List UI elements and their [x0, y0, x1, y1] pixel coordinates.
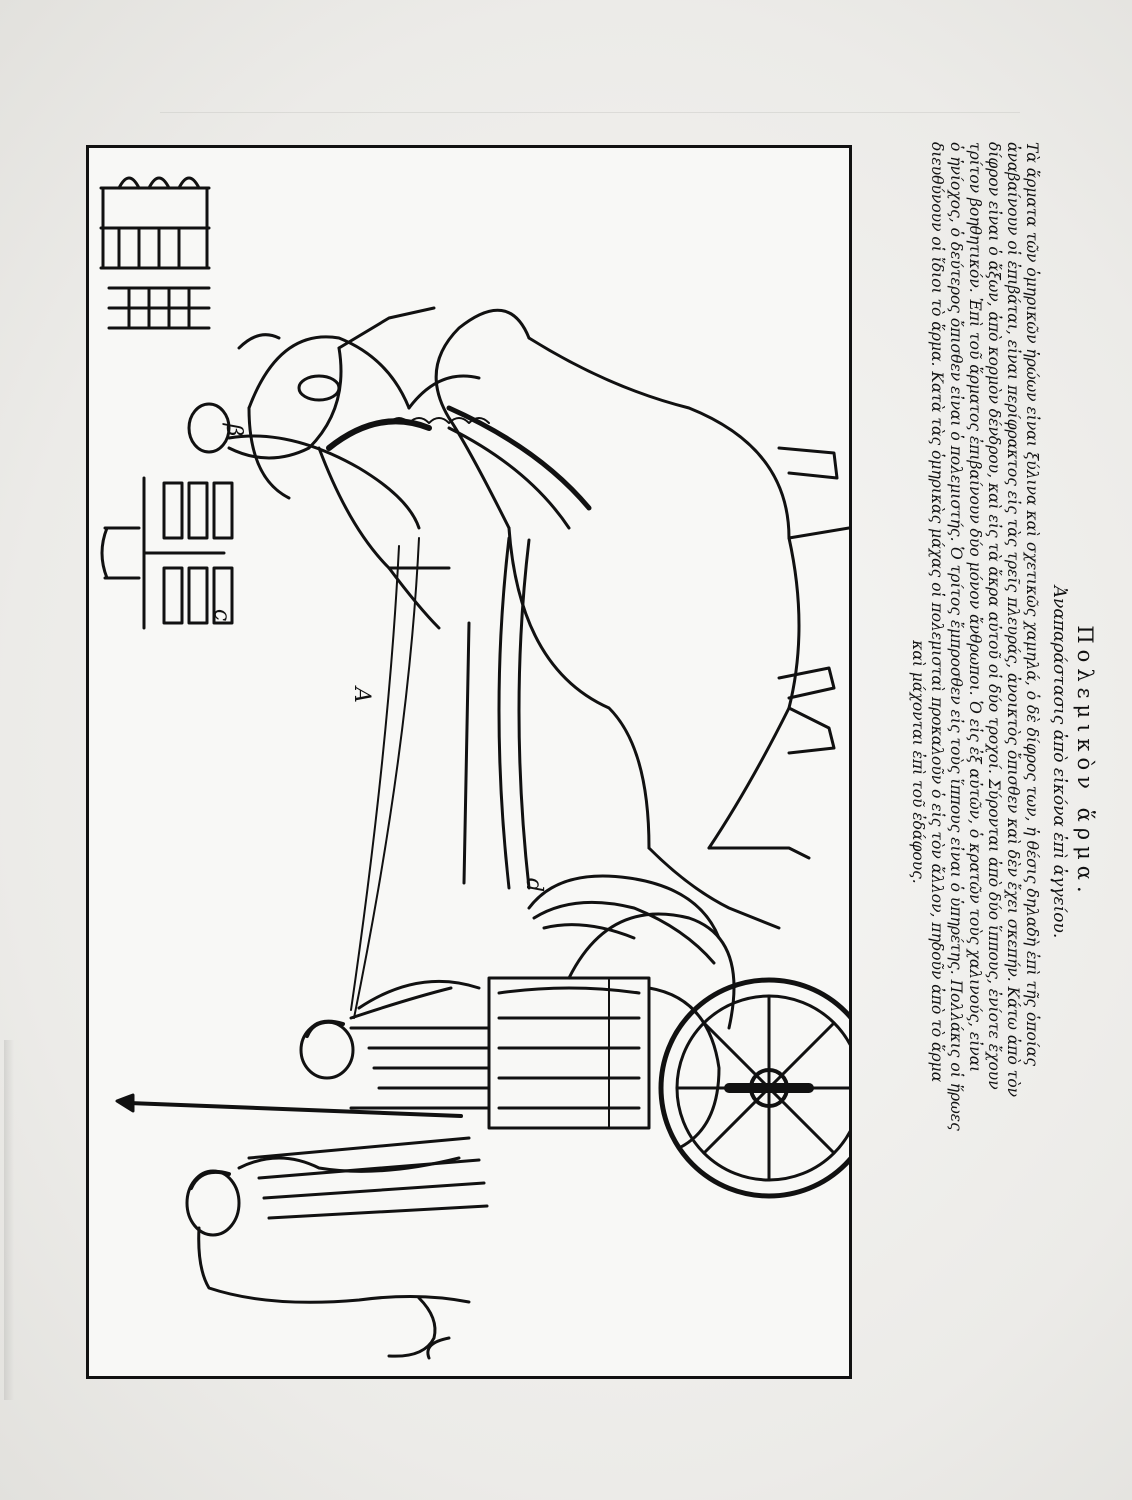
caption-line: διευθύνουν οἱ ἴδιοι τὸ ἅρμα. Κατὰ τὰς ὁμηρικὰς μάχας οἱ πολεμισταὶ προκαλοῦν ὁ εἷς τὸν ἄλλον, πηδοῦν ἀπὸ τὸ ἅρμα: [928, 142, 946, 1083]
chariot-drawing: [89, 148, 849, 1376]
bleed-through-rule: [160, 112, 1020, 113]
caption-body: [908, 142, 1041, 1382]
figure-letter-b: β: [221, 423, 246, 437]
caption-subtitle: Ἀναπαράστασις ἀπὸ εἰκόνα ἐπὶ ἀγγείου.: [1049, 585, 1069, 939]
caption-line: τρίτον βοηθητικόν. Ἐπὶ τοῦ ἅρματος ἐπιβαίνουν δύο μόνον ἄνθρωποι. Ὁ εἷς ἐξ αὐτῶν, ὁ κρατῶν τοὺς χαλινούς, εἶναι: [966, 142, 984, 1073]
caption-line: Τὰ ἅρματα τῶν ὁμηρικῶν ἡρώων εἶναι ξύλινα καὶ σχετικῶς χαμηλά, ὁ δὲ δίφρος των, ἡ θέσις δηλαδὴ ἐπὶ τῆς ὁποίας: [1023, 142, 1041, 1067]
figure-caption: [877, 142, 1097, 1382]
caption-line: δίφρον εἶναι ὁ ἄξων, ἀπὸ κορμὸν δένδρου, καὶ εἰς τὰ ἄκρα αὐτοῦ οἱ δύο τροχοί. Σύρονται ἀπὸ δύο ἵππους, ἐνίοτε ἔχουν: [985, 142, 1003, 1090]
caption-line: ἀναβαίνουν οἱ ἐπιβάται, εἶναι περίφρακτος εἰς τὰς τρεῖς πλευράς, ἀνοικτὸς ὄπισθεν καὶ δὲν ἔχει σκεπήν. Κάτω ἀπὸ τὸν: [1004, 142, 1022, 1098]
bleed-through-header: [160, 84, 1020, 114]
caption-title: Πολεμικὸν ἅρμα.: [1073, 625, 1097, 899]
figure-letter-d: d: [521, 877, 546, 893]
page-edge-shadow: [4, 1040, 14, 1400]
caption-line: ὁ ἡνίοχος, ὁ δεύτερος ὄπισθεν εἶναι ὁ πολεμιστής. Ὁ τρίτος ἔμπροσθεν εἰς τοὺς ἵππους εἶναι ὁ ὑπηρέτης. Πολλάκις οἱ ἥρωες: [947, 142, 965, 1131]
chariot-illustration: [86, 145, 852, 1379]
figure-letter-c: c: [209, 608, 234, 622]
caption-line: καὶ μάχονται ἐπὶ τοῦ ἐδάφους.: [909, 640, 927, 884]
figure-letter-a: A: [349, 687, 374, 703]
